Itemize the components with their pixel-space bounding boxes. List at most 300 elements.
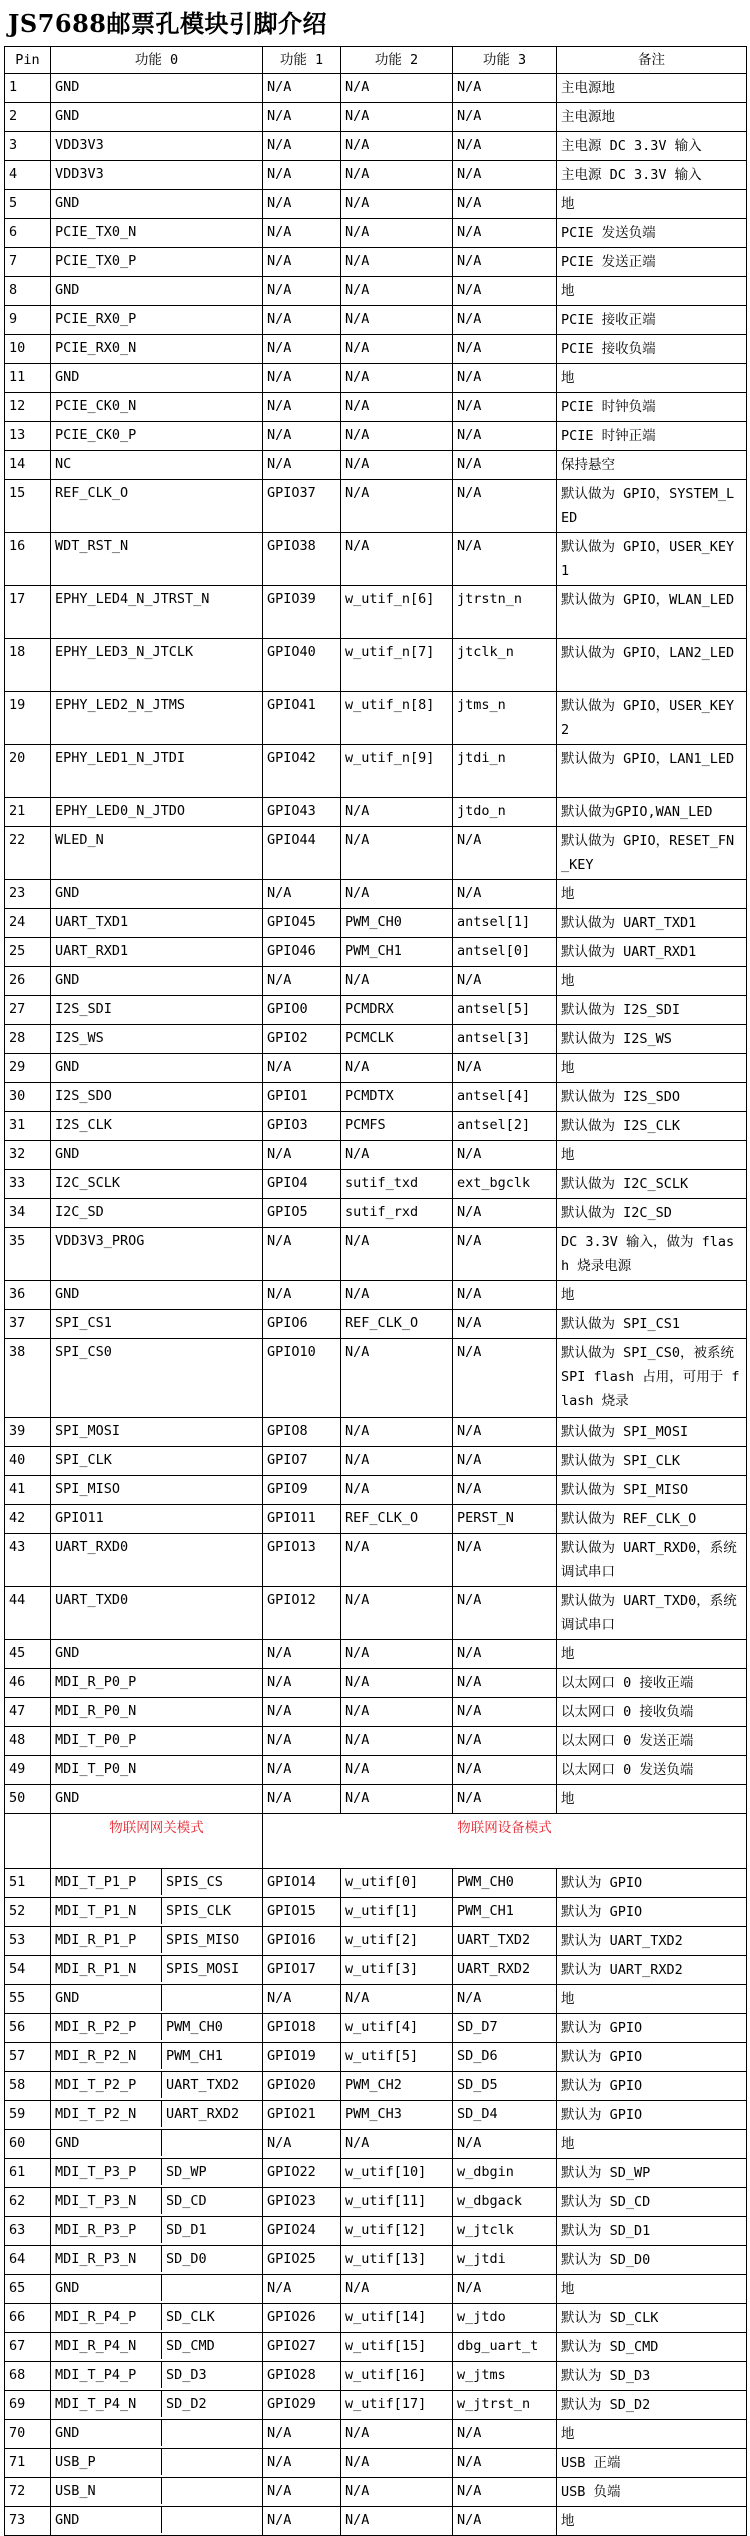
- table-row: [5, 639, 747, 692]
- gateway-function: UART_RXD2: [166, 2106, 240, 2122]
- function-1: N/A: [263, 880, 341, 909]
- pin-number: 35: [5, 1228, 51, 1281]
- function-0: UART_RXD1: [51, 938, 263, 967]
- pin-number: 51: [5, 1869, 51, 1898]
- function-1: GPIO3: [263, 1112, 341, 1141]
- function-0: MDI_T_P4_N: [51, 2391, 162, 2417]
- remark: 默认做为 SPI_CLK: [557, 1447, 747, 1476]
- function-0: I2S_SDO: [51, 1083, 263, 1112]
- table-row: [5, 2130, 747, 2159]
- remark: 默认为 SD_D0: [557, 2246, 747, 2275]
- gateway-mode-header: 物联网网关模式: [51, 1814, 263, 1869]
- remark: 地: [557, 277, 747, 306]
- function-2: N/A: [341, 1640, 453, 1669]
- table-row: [5, 798, 747, 827]
- function-0-split: [51, 2304, 263, 2333]
- function-0: PCIE_TX0_N: [51, 219, 263, 248]
- function-2: N/A: [341, 2420, 453, 2449]
- function-0: GND: [51, 364, 263, 393]
- function-2: w_utif[15]: [341, 2333, 453, 2362]
- function-2: N/A: [341, 1141, 453, 1170]
- pin-number: 58: [5, 2072, 51, 2101]
- table-row: [5, 2420, 747, 2449]
- table-row: [5, 1339, 747, 1418]
- function-0: VDD3V3: [51, 132, 263, 161]
- function-0-split: [51, 2159, 263, 2188]
- function-2: N/A: [341, 2130, 453, 2159]
- function-2: N/A: [341, 2478, 453, 2507]
- function-2: w_utif[4]: [341, 2014, 453, 2043]
- function-1: N/A: [263, 2507, 341, 2536]
- function-2: N/A: [341, 880, 453, 909]
- table-row: [5, 745, 747, 798]
- function-2: N/A: [341, 219, 453, 248]
- function-1: N/A: [263, 1228, 341, 1281]
- table-row: [5, 2159, 747, 2188]
- remark: 地: [557, 1281, 747, 1310]
- gateway-function: SPIS_CLK: [166, 1903, 232, 1919]
- table-row: [5, 335, 747, 364]
- function-0: SPI_CLK: [51, 1447, 263, 1476]
- pin-number: 8: [5, 277, 51, 306]
- function-1: GPIO0: [263, 996, 341, 1025]
- pin-number: 65: [5, 2275, 51, 2304]
- remark: 主电源 DC 3.3V 输入: [557, 161, 747, 190]
- remark: 以太网口 0 接收正端: [557, 1669, 747, 1698]
- pin-number: 32: [5, 1141, 51, 1170]
- function-3: N/A: [453, 1199, 557, 1228]
- function-2: N/A: [341, 277, 453, 306]
- table-header-row: [5, 47, 747, 74]
- function-2: N/A: [341, 1756, 453, 1785]
- function-3: N/A: [453, 1640, 557, 1669]
- function-3: N/A: [453, 451, 557, 480]
- function-3: PERST_N: [453, 1505, 557, 1534]
- function-3: N/A: [453, 1141, 557, 1170]
- table-row: [5, 2246, 747, 2275]
- function-1: N/A: [263, 1698, 341, 1727]
- gateway-function: [162, 2478, 262, 2504]
- function-2: PCMDTX: [341, 1083, 453, 1112]
- function-1: GPIO42: [263, 745, 341, 798]
- function-0: VDD3V3_PROG: [51, 1228, 263, 1281]
- table-row: [5, 909, 747, 938]
- table-row: [5, 2449, 747, 2478]
- function-0: GND: [51, 2275, 162, 2301]
- function-2: w_utif[17]: [341, 2391, 453, 2420]
- function-0-split: [51, 1898, 263, 1927]
- function-2: PWM_CH2: [341, 2072, 453, 2101]
- function-0: I2C_SCLK: [51, 1170, 263, 1199]
- function-0-split: [51, 2362, 263, 2391]
- function-1: GPIO8: [263, 1418, 341, 1447]
- function-2: sutif_rxd: [341, 1199, 453, 1228]
- remark: 默认为 GPIO: [557, 2072, 747, 2101]
- remark: PCIE 接收负端: [557, 335, 747, 364]
- function-3: SD_D6: [453, 2043, 557, 2072]
- function-0: MDI_T_P3_P: [51, 2159, 162, 2185]
- remark: 保持悬空: [557, 451, 747, 480]
- pin-number: 61: [5, 2159, 51, 2188]
- remark: 默认为 SD_CMD: [557, 2333, 747, 2362]
- remark: 默认做为 SPI_MISO: [557, 1476, 747, 1505]
- pin-number: 23: [5, 880, 51, 909]
- remark: 默认做为 UART_RXD0，系统调试串口: [557, 1534, 747, 1587]
- function-3: N/A: [453, 335, 557, 364]
- table-row: [5, 1141, 747, 1170]
- function-0: GND: [51, 74, 263, 103]
- table-row: [5, 248, 747, 277]
- function-3: w_jtrst_n: [453, 2391, 557, 2420]
- function-0-split: [51, 2391, 263, 2420]
- remark: 默认做为 I2C_SCLK: [557, 1170, 747, 1199]
- remark: 地: [557, 1141, 747, 1170]
- function-3: SD_D7: [453, 2014, 557, 2043]
- table-row: [5, 2043, 747, 2072]
- pin-number: 72: [5, 2478, 51, 2507]
- function-3: N/A: [453, 1727, 557, 1756]
- function-0-split: [51, 2217, 263, 2246]
- gateway-function: SPIS_CS: [166, 1874, 223, 1890]
- function-3: N/A: [453, 364, 557, 393]
- function-0-split: [51, 2478, 263, 2507]
- function-3: antsel[5]: [453, 996, 557, 1025]
- function-0: MDI_R_P2_N: [51, 2043, 162, 2069]
- function-3: jtdi_n: [453, 745, 557, 798]
- pin-number: 39: [5, 1418, 51, 1447]
- function-3: w_jtms: [453, 2362, 557, 2391]
- function-0: I2S_WS: [51, 1025, 263, 1054]
- function-0-split: [51, 1869, 263, 1898]
- function-2: N/A: [341, 480, 453, 533]
- table-row: [5, 2507, 747, 2536]
- function-1: N/A: [263, 451, 341, 480]
- function-2: w_utif_n[8]: [341, 692, 453, 745]
- remark: PCIE 接收正端: [557, 306, 747, 335]
- function-2: w_utif_n[9]: [341, 745, 453, 798]
- function-1: GPIO27: [263, 2333, 341, 2362]
- function-2: N/A: [341, 132, 453, 161]
- function-3: dbg_uart_t: [453, 2333, 557, 2362]
- pin-number: 55: [5, 1985, 51, 2014]
- table-row: [5, 2362, 747, 2391]
- gateway-function: SPIS_MOSI: [166, 1961, 240, 1977]
- function-0: MDI_T_P3_N: [51, 2188, 162, 2214]
- function-0-split: [51, 2130, 263, 2159]
- pin-table: [4, 46, 747, 2536]
- function-1: N/A: [263, 277, 341, 306]
- function-1: N/A: [263, 1054, 341, 1083]
- function-0: MDI_R_P1_N: [51, 1956, 162, 1982]
- remark: USB 正端: [557, 2449, 747, 2478]
- function-0: PCIE_CK0_P: [51, 422, 263, 451]
- function-2: PCMFS: [341, 1112, 453, 1141]
- function-3: antsel[1]: [453, 909, 557, 938]
- function-2: N/A: [341, 306, 453, 335]
- function-0: MDI_T_P0_N: [51, 1756, 263, 1785]
- function-0: GND: [51, 2507, 162, 2533]
- function-1: N/A: [263, 190, 341, 219]
- function-2: REF_CLK_O: [341, 1310, 453, 1339]
- table-row: [5, 422, 747, 451]
- function-2: N/A: [341, 1339, 453, 1418]
- function-1: N/A: [263, 422, 341, 451]
- remark: DC 3.3V 输入，做为 flash 烧录电源: [557, 1228, 747, 1281]
- pin-number: 62: [5, 2188, 51, 2217]
- pin-number: 49: [5, 1756, 51, 1785]
- function-0: MDI_R_P3_N: [51, 2246, 162, 2272]
- remark: 默认做为 GPIO，LAN2_LED: [557, 639, 747, 692]
- function-3: N/A: [453, 219, 557, 248]
- function-3: N/A: [453, 2449, 557, 2478]
- remark: 默认为 GPIO: [557, 2101, 747, 2130]
- table-row: [5, 1898, 747, 1927]
- function-1: GPIO11: [263, 1505, 341, 1534]
- pin-number: 37: [5, 1310, 51, 1339]
- function-0: SPI_MISO: [51, 1476, 263, 1505]
- function-2: N/A: [341, 798, 453, 827]
- remark: 地: [557, 1785, 747, 1814]
- function-0-split: [51, 2420, 263, 2449]
- function-0: EPHY_LED3_N_JTCLK: [51, 639, 263, 692]
- function-1: N/A: [263, 74, 341, 103]
- pin-number: 24: [5, 909, 51, 938]
- remark: PCIE 发送负端: [557, 219, 747, 248]
- function-0: EPHY_LED4_N_JTRST_N: [51, 586, 263, 639]
- function-2: w_utif[11]: [341, 2188, 453, 2217]
- function-0: MDI_R_P0_N: [51, 1698, 263, 1727]
- function-1: N/A: [263, 1756, 341, 1785]
- function-1: GPIO5: [263, 1199, 341, 1228]
- function-3: N/A: [453, 190, 557, 219]
- table-row: [5, 161, 747, 190]
- function-1: GPIO15: [263, 1898, 341, 1927]
- function-0: GND: [51, 1785, 263, 1814]
- function-1: GPIO17: [263, 1956, 341, 1985]
- function-0: I2S_SDI: [51, 996, 263, 1025]
- function-2: PCMDRX: [341, 996, 453, 1025]
- function-2: N/A: [341, 1054, 453, 1083]
- table-row: [5, 393, 747, 422]
- function-0: EPHY_LED0_N_JTDO: [51, 798, 263, 827]
- pin-number: 53: [5, 1927, 51, 1956]
- function-0: GND: [51, 1141, 263, 1170]
- function-3: N/A: [453, 306, 557, 335]
- function-2: N/A: [341, 422, 453, 451]
- document-title: JS7688邮票孔模块引脚介绍: [8, 9, 327, 38]
- function-0-split: [51, 2449, 263, 2478]
- function-0: MDI_T_P2_N: [51, 2101, 162, 2127]
- function-0: EPHY_LED2_N_JTMS: [51, 692, 263, 745]
- function-0-split: [51, 2072, 263, 2101]
- function-1: N/A: [263, 967, 341, 996]
- function-2: N/A: [341, 74, 453, 103]
- table-row: [5, 1587, 747, 1640]
- pin-number: 13: [5, 422, 51, 451]
- function-1: GPIO12: [263, 1587, 341, 1640]
- remark: 默认为 SD_D1: [557, 2217, 747, 2246]
- function-1: N/A: [263, 103, 341, 132]
- function-3: w_dbgin: [453, 2159, 557, 2188]
- table-row: [5, 967, 747, 996]
- remark: 以太网口 0 发送正端: [557, 1727, 747, 1756]
- remark: 默认为 GPIO: [557, 1898, 747, 1927]
- table-row: [5, 2275, 747, 2304]
- table-row: [5, 2188, 747, 2217]
- function-1: GPIO13: [263, 1534, 341, 1587]
- pin-number: 59: [5, 2101, 51, 2130]
- remark: 默认做为 GPIO，LAN1_LED: [557, 745, 747, 798]
- function-2: N/A: [341, 1228, 453, 1281]
- table-row: [5, 1669, 747, 1698]
- function-0: GND: [51, 277, 263, 306]
- function-2: w_utif[13]: [341, 2246, 453, 2275]
- function-0: GND: [51, 1640, 263, 1669]
- function-3: PWM_CH0: [453, 1869, 557, 1898]
- remark: 地: [557, 1640, 747, 1669]
- table-row: [5, 533, 747, 586]
- function-2: N/A: [341, 161, 453, 190]
- table-row: [5, 692, 747, 745]
- table-row: [5, 1418, 747, 1447]
- remark: 默认为 UART_TXD2: [557, 1927, 747, 1956]
- pin-number: 14: [5, 451, 51, 480]
- function-3: N/A: [453, 1698, 557, 1727]
- gateway-function: [162, 1985, 262, 2011]
- pin-number: 21: [5, 798, 51, 827]
- table-row: [5, 1927, 747, 1956]
- pin-number: 44: [5, 1587, 51, 1640]
- function-0: WDT_RST_N: [51, 533, 263, 586]
- pin-number: 64: [5, 2246, 51, 2275]
- remark: 默认做为 SPI_CS0，被系统 SPI flash 占用，可用于 flash 烧录: [557, 1339, 747, 1418]
- pin-number: 56: [5, 2014, 51, 2043]
- function-2: N/A: [341, 2507, 453, 2536]
- pin-number: 69: [5, 2391, 51, 2420]
- table-row: [5, 2101, 747, 2130]
- gateway-function: UART_TXD2: [166, 2077, 240, 2093]
- function-3: N/A: [453, 1476, 557, 1505]
- gateway-function: [162, 2449, 262, 2475]
- table-row: [5, 880, 747, 909]
- remark: 地: [557, 967, 747, 996]
- function-2: N/A: [341, 1727, 453, 1756]
- remark: PCIE 时钟负端: [557, 393, 747, 422]
- pin-number: 29: [5, 1054, 51, 1083]
- function-0: PCIE_RX0_N: [51, 335, 263, 364]
- function-1: GPIO43: [263, 798, 341, 827]
- function-3: N/A: [453, 248, 557, 277]
- table-row: [5, 938, 747, 967]
- pin-number: 28: [5, 1025, 51, 1054]
- function-0: UART_TXD0: [51, 1587, 263, 1640]
- function-0: GND: [51, 103, 263, 132]
- function-1: N/A: [263, 393, 341, 422]
- function-0: NC: [51, 451, 263, 480]
- table-row: [5, 1985, 747, 2014]
- function-0: SPI_CS1: [51, 1310, 263, 1339]
- pin-number: 16: [5, 533, 51, 586]
- pin-number: 52: [5, 1898, 51, 1927]
- function-2: N/A: [341, 2275, 453, 2304]
- pin-number: 18: [5, 639, 51, 692]
- function-3: N/A: [453, 1339, 557, 1418]
- function-3: ext_bgclk: [453, 1170, 557, 1199]
- function-1: GPIO45: [263, 909, 341, 938]
- function-3: N/A: [453, 1447, 557, 1476]
- pin-number: 12: [5, 393, 51, 422]
- function-3: SD_D4: [453, 2101, 557, 2130]
- function-1: GPIO22: [263, 2159, 341, 2188]
- table-row: [5, 1281, 747, 1310]
- function-2: w_utif[14]: [341, 2304, 453, 2333]
- function-1: N/A: [263, 132, 341, 161]
- function-3: N/A: [453, 1669, 557, 1698]
- function-3: w_jtdo: [453, 2304, 557, 2333]
- function-3: N/A: [453, 480, 557, 533]
- function-1: GPIO2: [263, 1025, 341, 1054]
- remark: 地: [557, 2420, 747, 2449]
- function-0: GND: [51, 967, 263, 996]
- remark: 默认为 SD_CLK: [557, 2304, 747, 2333]
- remark: USB 负端: [557, 2478, 747, 2507]
- pin-number: 40: [5, 1447, 51, 1476]
- gateway-function: PWM_CH1: [166, 2048, 223, 2064]
- pin-number: 67: [5, 2333, 51, 2362]
- function-1: N/A: [263, 306, 341, 335]
- function-2: w_utif[1]: [341, 1898, 453, 1927]
- function-3: N/A: [453, 1985, 557, 2014]
- function-0: MDI_T_P2_P: [51, 2072, 162, 2098]
- function-2: N/A: [341, 248, 453, 277]
- function-0: MDI_R_P4_N: [51, 2333, 162, 2359]
- function-2: N/A: [341, 451, 453, 480]
- function-1: GPIO6: [263, 1310, 341, 1339]
- function-2: N/A: [341, 103, 453, 132]
- gateway-function: [162, 2420, 262, 2446]
- function-2: N/A: [341, 364, 453, 393]
- remark: 默认做为 GPIO，RESET_FN_KEY: [557, 827, 747, 880]
- function-1: N/A: [263, 1141, 341, 1170]
- function-3: antsel[4]: [453, 1083, 557, 1112]
- function-2: w_utif[0]: [341, 1869, 453, 1898]
- table-row: [5, 2072, 747, 2101]
- function-1: GPIO24: [263, 2217, 341, 2246]
- function-1: N/A: [263, 2478, 341, 2507]
- function-2: PWM_CH0: [341, 909, 453, 938]
- gateway-function: SD_D0: [166, 2251, 207, 2267]
- pin-number: 42: [5, 1505, 51, 1534]
- pin-number: 2: [5, 103, 51, 132]
- pin-number: 4: [5, 161, 51, 190]
- function-1: GPIO19: [263, 2043, 341, 2072]
- function-0: MDI_R_P1_P: [51, 1927, 162, 1953]
- header-remark: 备注: [557, 47, 747, 74]
- function-3: antsel[2]: [453, 1112, 557, 1141]
- pin-number: 54: [5, 1956, 51, 1985]
- function-3: UART_RXD2: [453, 1956, 557, 1985]
- function-2: w_utif[5]: [341, 2043, 453, 2072]
- function-0: MDI_T_P1_N: [51, 1898, 162, 1924]
- function-0-split: [51, 2275, 263, 2304]
- pin-number: 3: [5, 132, 51, 161]
- remark: 地: [557, 2275, 747, 2304]
- function-1: N/A: [263, 2275, 341, 2304]
- remark: 默认为 SD_D3: [557, 2362, 747, 2391]
- table-row: [5, 132, 747, 161]
- function-0: MDI_R_P2_P: [51, 2014, 162, 2040]
- pin-number: 60: [5, 2130, 51, 2159]
